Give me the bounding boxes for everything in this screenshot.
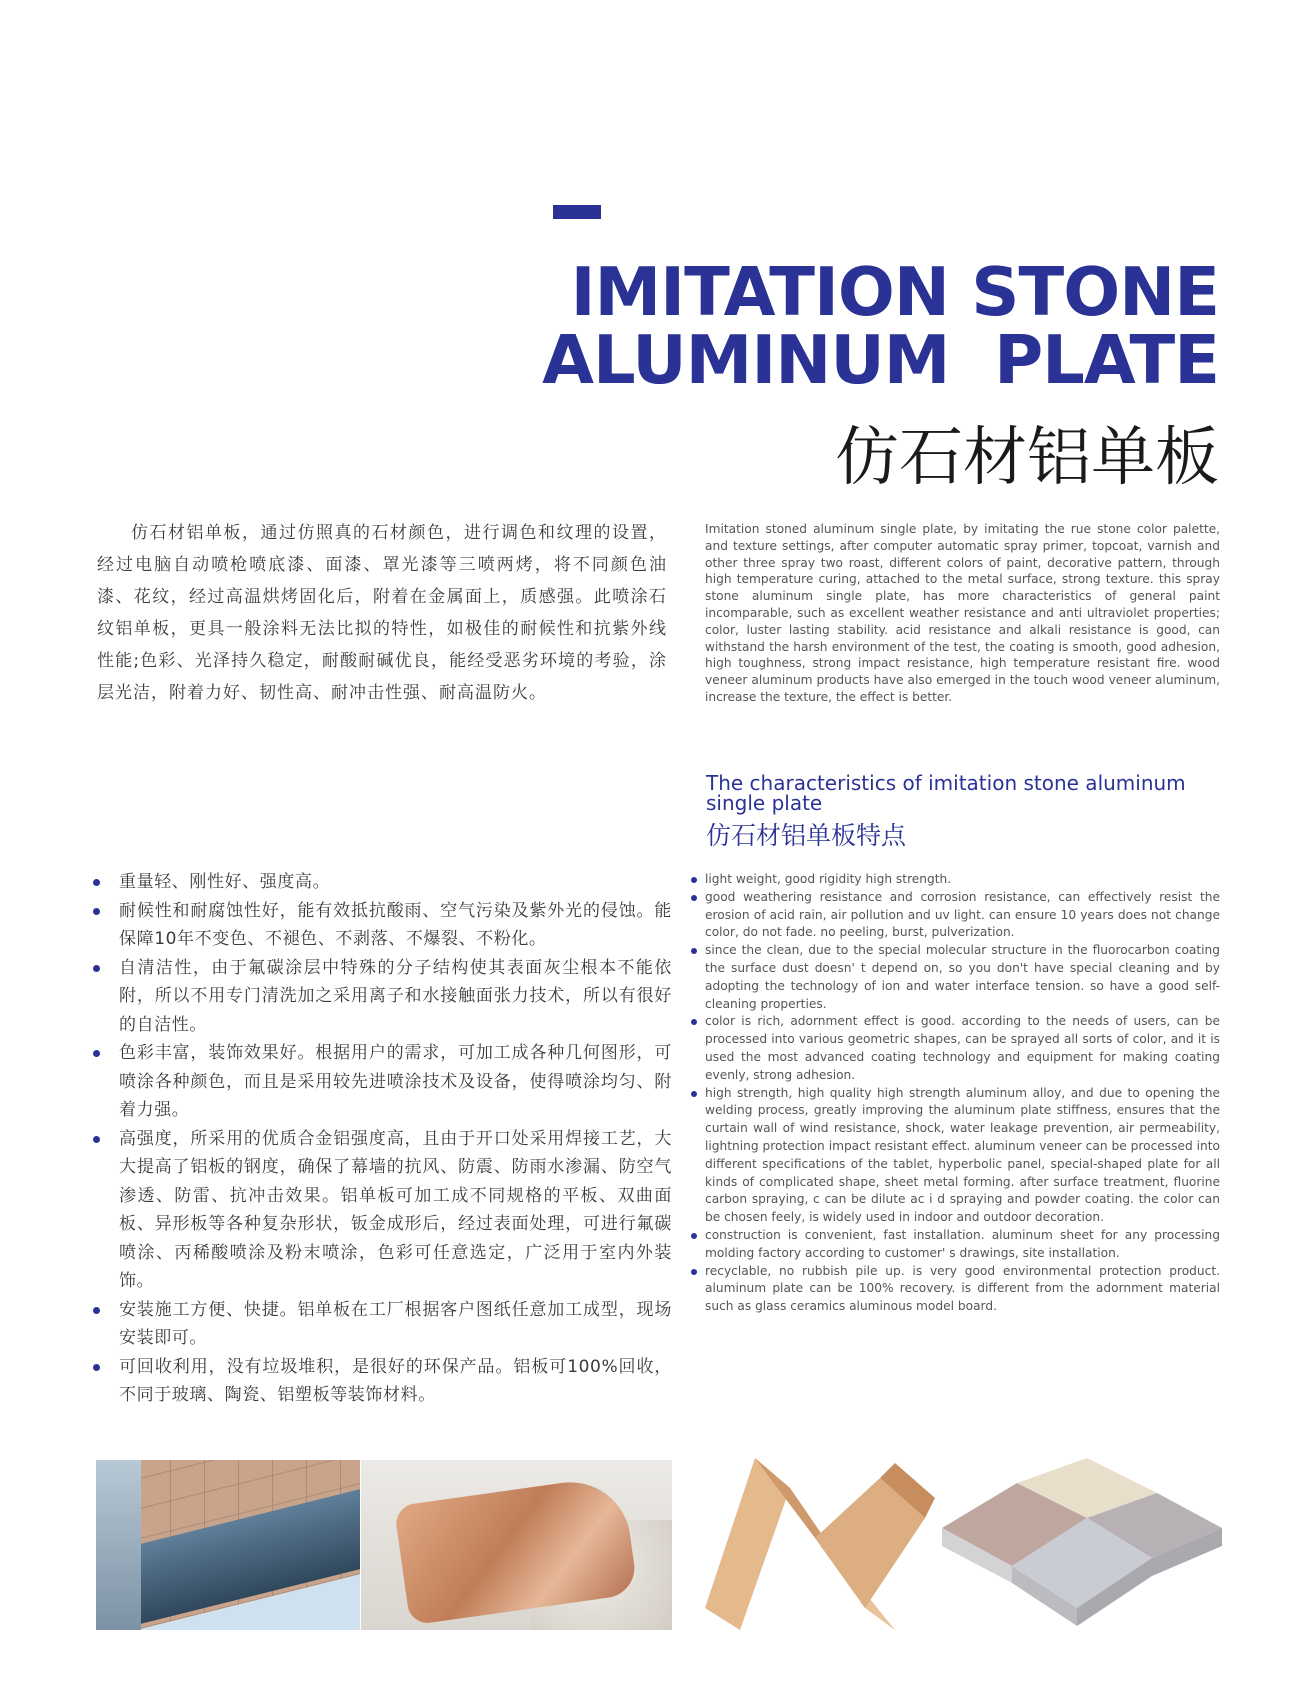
building-side bbox=[96, 1460, 141, 1630]
list-item: color is rich, adornment effect is good. according to the needs of users, can be processed into various geometric shapes, can be sprayed all sorts of color, and it is used the most advanced coating technology and equipment for making coating evenly, strong adhesion. bbox=[690, 1013, 1220, 1084]
list-item: good weathering resistance and corrosion resistance, can effectively resist the erosion of acid rain, air pollution and uv light. can ensure 10 years does not change color, do not fade. no peeling, burst, pulverization. bbox=[690, 889, 1220, 942]
building-facade-photo bbox=[96, 1460, 360, 1630]
copper-moulding-photo bbox=[361, 1460, 672, 1630]
list-item: recyclable, no rubbish pile up. is very good environmental protection product. aluminum plate can be 100% recovery. is different from the adornment material such as glass ceramics aluminous model board. bbox=[690, 1263, 1220, 1316]
folded-panel-graphic bbox=[695, 1458, 935, 1630]
characteristics-heading bbox=[706, 773, 1221, 851]
title-en-line2: ALUMINUM PLATE bbox=[542, 321, 1219, 399]
list-item: 耐候性和耐腐蚀性好，能有效抵抗酸雨、空气污染及紫外光的侵蚀。能保障10年不变色、不褪色、不剥落、不爆裂、不粉化。 bbox=[92, 897, 672, 954]
characteristics-heading-en: The characteristics of imitation stone aluminum single plate bbox=[706, 771, 1186, 815]
list-item: 自清洁性，由于氟碳涂层中特殊的分子结构使其表面灰尘根本不能依附，所以不用专门清洗加之采用离子和水接触面张力技术，所以有很好的自洁性。 bbox=[92, 954, 672, 1040]
list-item: high strength, high quality high strength aluminum alloy, and due to opening the welding process, greatly improving the aluminum plate stiffness, ensures that the curtain wall of wind resistance, shock, water leakage prevention, air permeability, lightning protection impact resistant effect. aluminum veneer can be processed into different specifications of the tablet, hyperbolic panel, special-shaped plate for all kinds of complicated shape, sheet metal forming. after surface treatment, fluorine carbon spraying, c can be dilute ac i d spraying and powder coating. the color can be chosen feely, is widely used in indoor and outdoor decoration. bbox=[690, 1085, 1220, 1227]
list-item: since the clean, due to the special molecular structure in the fluorocarbon coating the surface dust doesn' t depend on, so you don't have special cleaning and by adopting the technology of ion and water interface tension. so have a good self-cleaning properties. bbox=[690, 942, 1220, 1013]
list-item: 高强度，所采用的优质合金铝强度高，且由于开口处采用焊接工艺，大大提高了铝板的钢度，确保了幕墙的抗风、防震、防雨水渗漏、防空气渗透、防雷、抗冲击效果。铝单板可加工成不同规格的平板、双曲面板、异形板等各种复杂形状，钣金成形后，经过表面处理，可进行氟碳喷涂、丙稀酸喷涂及粉末喷涂，色彩可任意选定，广泛用于室内外装饰。 bbox=[92, 1125, 672, 1296]
list-item: 可回收利用，没有垃圾堆积，是很好的环保产品。铝板可100%回收，不同于玻璃、陶瓷、铝塑板等装饰材料。 bbox=[92, 1353, 672, 1410]
list-item: 重量轻、刚性好、强度高。 bbox=[92, 868, 672, 897]
title-en bbox=[542, 253, 1219, 399]
list-item: 色彩丰富，装饰效果好。根据用户的需求，可加工成各种几何图形，可喷涂各种颜色，而且是采用较先进喷涂技术及设备，使得喷涂均匀、附着力强。 bbox=[92, 1039, 672, 1125]
characteristics-heading-cn: 仿石材铝单板特点 bbox=[706, 821, 907, 850]
list-item: 安装施工方便、快捷。铝单板在工厂根据客户图纸任意加工成型，现场安装即可。 bbox=[92, 1296, 672, 1353]
characteristics-cn-list bbox=[92, 868, 672, 1410]
stone-tiles-photo bbox=[937, 1458, 1222, 1630]
accent-bar bbox=[553, 205, 601, 219]
intro-en-paragraph: Imitation stoned aluminum single plate, by imitating the rue stone color palette, and texture settings, after computer automatic spray primer, topcoat, varnish and other three spray two roast, different colors of paint, decorative pattern, through high temperature curing, attached to the metal surface, strong texture. this spray stone aluminum single plate, has more characteristics of general paint incomparable, such as excellent weather resistance and anti ultraviolet properties; color, luster lasting stability. acid resistance and alkali resistance is good, can withstand the harsh environment of the test, the coating is smooth, good adhesion, high toughness, strong impact resistance, high temperature resistant fire. wood veneer aluminum products have also emerged in the touch wood veneer aluminum, increase the texture, the effect is better. bbox=[705, 522, 1220, 704]
list-item: construction is convenient, fast installation. aluminum sheet for any processing molding factory according to customer' s drawings, site installation. bbox=[690, 1227, 1220, 1263]
list-item: light weight, good rigidity high strength. bbox=[690, 871, 1220, 889]
folded-panel-photo bbox=[695, 1458, 935, 1630]
characteristics-en-list bbox=[690, 871, 1220, 1316]
title-en-line1: IMITATION STONE bbox=[570, 253, 1219, 331]
title-cn: 仿石材铝单板 bbox=[835, 421, 1219, 495]
intro-cn-paragraph: 仿石材铝单板，通过仿照真的石材颜色，进行调色和纹理的设置，经过电脑自动喷枪喷底漆、面漆、罩光漆等三喷两烤，将不同颜色油漆、花纹，经过高温烘烤固化后，附着在金属面上，质感强。此喷涂石纹铝单板，更具一般涂料无法比拟的特性，如极佳的耐候性和抗紫外线性能;色彩、光泽持久稳定，耐酸耐碱优良，能经受恶劣环境的考验，涂层光洁，附着力好、韧性高、耐冲击性强、耐高温防火。 bbox=[97, 523, 667, 703]
stone-tiles-graphic bbox=[937, 1458, 1222, 1630]
